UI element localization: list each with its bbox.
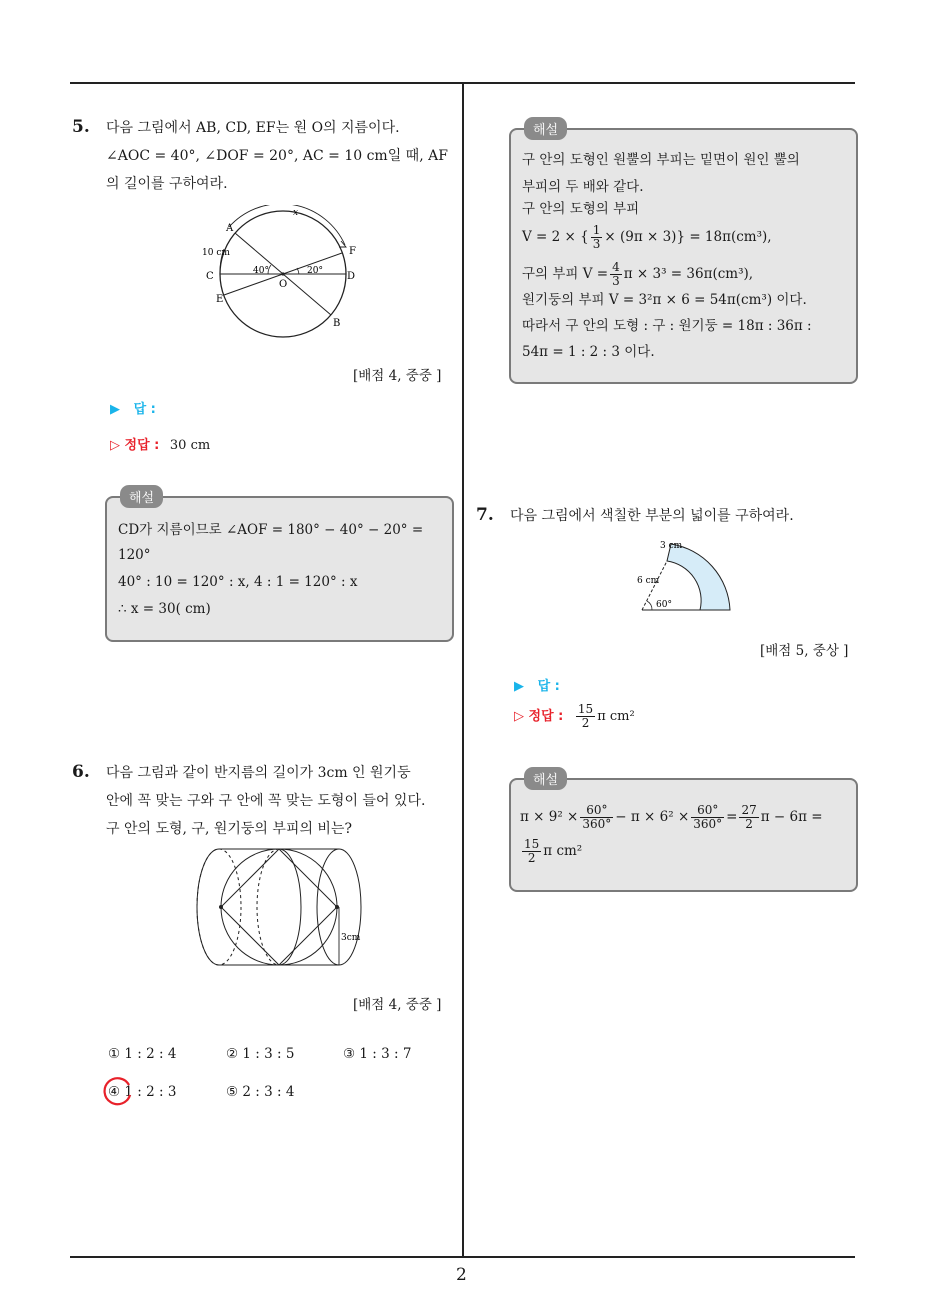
q6-choice-3[interactable]: ③ 1 : 3 : 7 bbox=[343, 1046, 412, 1062]
play-triangle-icon: ▶ bbox=[110, 402, 120, 417]
fraction bbox=[591, 224, 603, 251]
q7-meta: [배점 5, 중상 ] bbox=[760, 643, 849, 659]
q5-answer-label: 답 : bbox=[133, 402, 156, 417]
q5-label-20deg: 20° bbox=[307, 266, 323, 276]
q5-correct-label: 정답 : bbox=[124, 438, 160, 453]
q6-cylinder-figure bbox=[194, 846, 374, 970]
q5-solution-tab: 해설 bbox=[120, 485, 163, 508]
q7-sol-d: π − 6π = bbox=[760, 809, 823, 825]
q6-sol-line8: 54π = 1 : 2 : 3 이다. bbox=[522, 344, 655, 360]
q6-choice-4[interactable]: ④ 1 : 2 : 3 bbox=[108, 1084, 177, 1100]
q7-correct-value bbox=[574, 702, 635, 730]
q6-number: 6. bbox=[72, 762, 90, 782]
q6-sol-l5a: 구의 부피 V = bbox=[522, 266, 609, 282]
fraction bbox=[739, 804, 758, 831]
q7-sol-a: π × 9² × bbox=[520, 809, 579, 825]
q7-label-60deg: 60° bbox=[656, 600, 672, 610]
q6-label-3cm: 3cm bbox=[341, 933, 361, 943]
q6-sol-l4b: × (9π × 3)} = 18π(cm³), bbox=[604, 229, 772, 245]
q5-circle-figure bbox=[195, 205, 370, 365]
q5-answer-row bbox=[110, 398, 156, 417]
q6-sol-line5 bbox=[522, 261, 753, 288]
q5-number: 5. bbox=[72, 117, 90, 137]
bottom-rule bbox=[70, 1256, 855, 1258]
q6-sol-line2: 부피의 두 배와 같다. bbox=[522, 179, 644, 195]
q6-sol-line4 bbox=[522, 224, 772, 251]
q6-sol-line6: 원기둥의 부피 V = 3²π × 6 = 54π(cm³) 이다. bbox=[522, 292, 807, 308]
hollow-triangle-icon: ▷ bbox=[110, 438, 120, 453]
numerator: 27 bbox=[741, 803, 757, 817]
q5-sol-line4: ∴ x = 30( cm) bbox=[118, 601, 211, 617]
numerator: 4 bbox=[612, 260, 620, 274]
q7-sol-e: π cm² bbox=[543, 843, 583, 859]
red-circle-mark-icon bbox=[101, 1075, 135, 1109]
numerator: 15 bbox=[524, 837, 540, 851]
q7-correct-label: 정답 : bbox=[528, 709, 564, 724]
q5-sol-line3: 40° : 10 = 120° : x, 4 : 1 = 120° : x bbox=[118, 574, 358, 590]
q6-choice-5[interactable]: ⑤ 2 : 3 : 4 bbox=[226, 1084, 295, 1100]
q7-sol-line1 bbox=[520, 804, 823, 831]
fraction bbox=[610, 261, 622, 288]
q6-sol-l5b: π × 3³ = 36π(cm³), bbox=[623, 266, 754, 282]
fraction bbox=[691, 804, 724, 831]
play-triangle-icon: ▶ bbox=[514, 679, 524, 694]
denominator: 3 bbox=[592, 237, 601, 251]
page-number: 2 bbox=[456, 1265, 467, 1285]
q5-label-O: O bbox=[279, 279, 288, 290]
q5-label-10cm: 10 cm bbox=[202, 248, 230, 258]
denominator: 360° bbox=[582, 817, 612, 831]
q6-meta: [배점 4, 중중 ] bbox=[353, 997, 442, 1013]
q7-sol-line2 bbox=[520, 838, 582, 865]
hollow-triangle-icon: ▷ bbox=[514, 709, 524, 724]
q7-answer-row bbox=[514, 675, 560, 694]
q5-line1: 다음 그림에서 AB, CD, EF는 원 O의 지름이다. bbox=[106, 120, 400, 136]
q6-choice-2[interactable]: ② 1 : 3 : 5 bbox=[226, 1046, 295, 1062]
q7-solution-box bbox=[509, 778, 858, 892]
q7-sol-b: − π × 6² × bbox=[615, 809, 690, 825]
q6-choice-1[interactable]: ① 1 : 2 : 4 bbox=[108, 1046, 177, 1062]
q7-correct-row bbox=[514, 703, 635, 730]
q5-label-C: C bbox=[206, 271, 214, 282]
q6-line3: 구 안의 도형, 구, 원기둥의 부피의 비는? bbox=[106, 821, 352, 837]
q5-label-A: A bbox=[226, 223, 234, 234]
q5-meta: [배점 4, 중중 ] bbox=[353, 368, 442, 384]
q7-label-6cm: 6 cm bbox=[637, 576, 660, 586]
q7-solution-tab: 해설 bbox=[524, 767, 567, 790]
q7-label-3cm: 3 cm bbox=[660, 541, 683, 551]
q6-sol-line7: 따라서 구 안의 도형 : 구 : 원기둥 = 18π : 36π : bbox=[522, 318, 812, 334]
fraction bbox=[522, 838, 541, 865]
q6-sol-l4a: V = 2 × { bbox=[522, 229, 589, 245]
q5-correct-row bbox=[110, 434, 210, 453]
numerator: 15 bbox=[577, 702, 594, 716]
fraction bbox=[580, 804, 613, 831]
q5-label-B: B bbox=[333, 318, 341, 329]
q5-sol-line1: CD가 지름이므로 ∠AOF = 180° − 40° − 20° = bbox=[118, 522, 424, 538]
q5-correct-value: 30 cm bbox=[169, 438, 211, 453]
q5-sol-line2: 120° bbox=[118, 547, 151, 563]
denominator: 2 bbox=[581, 716, 590, 730]
q6-sol-line1: 구 안의 도형인 원뿔의 부피는 밑면이 원인 뿔의 bbox=[522, 152, 800, 168]
numerator: 1 bbox=[592, 223, 601, 237]
numerator: 60° bbox=[580, 804, 613, 818]
q6-line1: 다음 그림과 같이 반지름의 길이가 3cm 인 원기둥 bbox=[106, 765, 411, 781]
q7-correct-unit: π cm² bbox=[597, 709, 635, 724]
q5-label-F: F bbox=[349, 246, 356, 257]
q7-line1: 다음 그림에서 색칠한 부분의 넓이를 구하여라. bbox=[510, 508, 794, 524]
q5-line3: 의 길이를 구하여라. bbox=[106, 176, 228, 192]
denominator: 360° bbox=[693, 817, 723, 831]
denominator: 3 bbox=[612, 274, 620, 288]
q6-line2: 안에 꼭 맞는 구와 구 안에 꼭 맞는 도형이 들어 있다. bbox=[106, 793, 426, 809]
q5-label-x: x bbox=[293, 208, 299, 218]
column-divider bbox=[462, 83, 464, 1258]
q7-sol-c: = bbox=[726, 809, 738, 825]
q7-number: 7. bbox=[476, 505, 494, 525]
denominator: 2 bbox=[527, 851, 536, 865]
q5-label-40deg: 40° bbox=[253, 266, 269, 276]
q7-sector-figure bbox=[628, 535, 738, 615]
q5-line2: ∠AOC = 40°, ∠DOF = 20°, AC = 10 cm일 때, AF bbox=[106, 148, 448, 164]
numerator: 60° bbox=[691, 804, 724, 818]
q6-sol-line3: 구 안의 도형의 부피 bbox=[522, 201, 640, 217]
q6-solution-tab: 해설 bbox=[524, 117, 567, 140]
q5-label-D: D bbox=[347, 271, 356, 282]
denominator: 2 bbox=[745, 817, 753, 831]
q7-answer-label: 답 : bbox=[537, 679, 560, 694]
q5-label-E: E bbox=[216, 294, 224, 305]
